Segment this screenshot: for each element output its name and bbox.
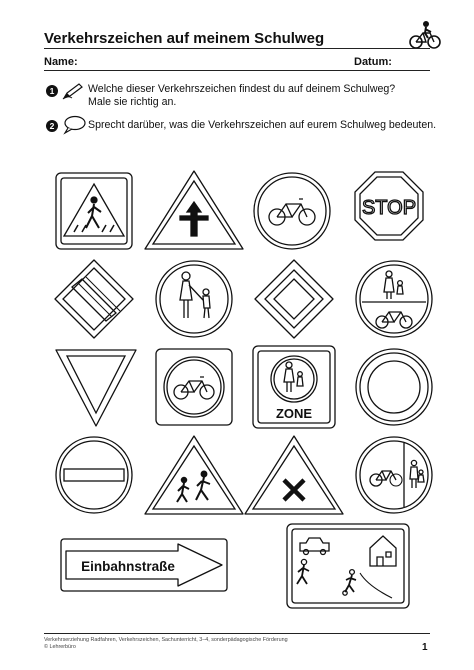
task-2-text: Sprecht darüber, was die Verkehrszeichen auf eurem Schulweg bedeuten. bbox=[88, 119, 437, 131]
task-1-text: Welche dieser Verkehrszeichen findest du auf deinem Schulweg? Male sie richtig an. bbox=[88, 83, 396, 108]
traffic-signs bbox=[0, 160, 474, 610]
footer-credits: Verkehrserziehung Radfahren, Verkehrszeichen, Sachunterricht, 3–4, sonderpädagogische Förderung © Lehrerbüro bbox=[44, 637, 288, 650]
task-number-2: 2 bbox=[46, 120, 58, 132]
pedestrian-path-sign bbox=[156, 261, 232, 337]
page-number: 1 bbox=[422, 642, 428, 653]
crayon-icon bbox=[62, 82, 84, 100]
crossroads-yield-sign bbox=[245, 436, 343, 514]
stop-text: STOP bbox=[361, 197, 417, 219]
one-way-text: Einbahnstraße bbox=[81, 559, 175, 574]
priority-ahead-sign bbox=[145, 171, 243, 249]
children-sign bbox=[145, 436, 243, 514]
segregated-path-sign bbox=[356, 437, 432, 513]
cyclist-icon bbox=[408, 20, 442, 50]
name-rule bbox=[44, 70, 430, 71]
footer-rule bbox=[44, 633, 430, 634]
task-number-1: 1 bbox=[46, 85, 58, 97]
yield-sign bbox=[56, 350, 136, 426]
one-way-street-sign bbox=[61, 539, 227, 591]
shared-path-sign bbox=[356, 261, 432, 337]
no-vehicles-sign bbox=[356, 349, 432, 425]
end-of-priority-sign bbox=[55, 260, 133, 338]
no-entry-sign bbox=[56, 437, 132, 513]
name-label: Name: bbox=[44, 56, 78, 68]
page-title: Verkehrszeichen auf meinem Schulweg bbox=[44, 30, 325, 47]
pedestrian-crossing-sign bbox=[56, 173, 132, 249]
pedestrian-zone-sign bbox=[253, 346, 335, 428]
play-street-sign bbox=[287, 524, 409, 608]
date-label: Datum: bbox=[354, 56, 392, 68]
zone-text: ZONE bbox=[275, 406, 313, 421]
bicycle-path-sign-square bbox=[156, 349, 232, 425]
speech-bubble-icon bbox=[62, 115, 86, 135]
stop-sign bbox=[355, 172, 423, 240]
bicycle-path-sign bbox=[254, 173, 330, 249]
title-rule bbox=[44, 48, 430, 49]
priority-road-sign bbox=[255, 260, 333, 338]
